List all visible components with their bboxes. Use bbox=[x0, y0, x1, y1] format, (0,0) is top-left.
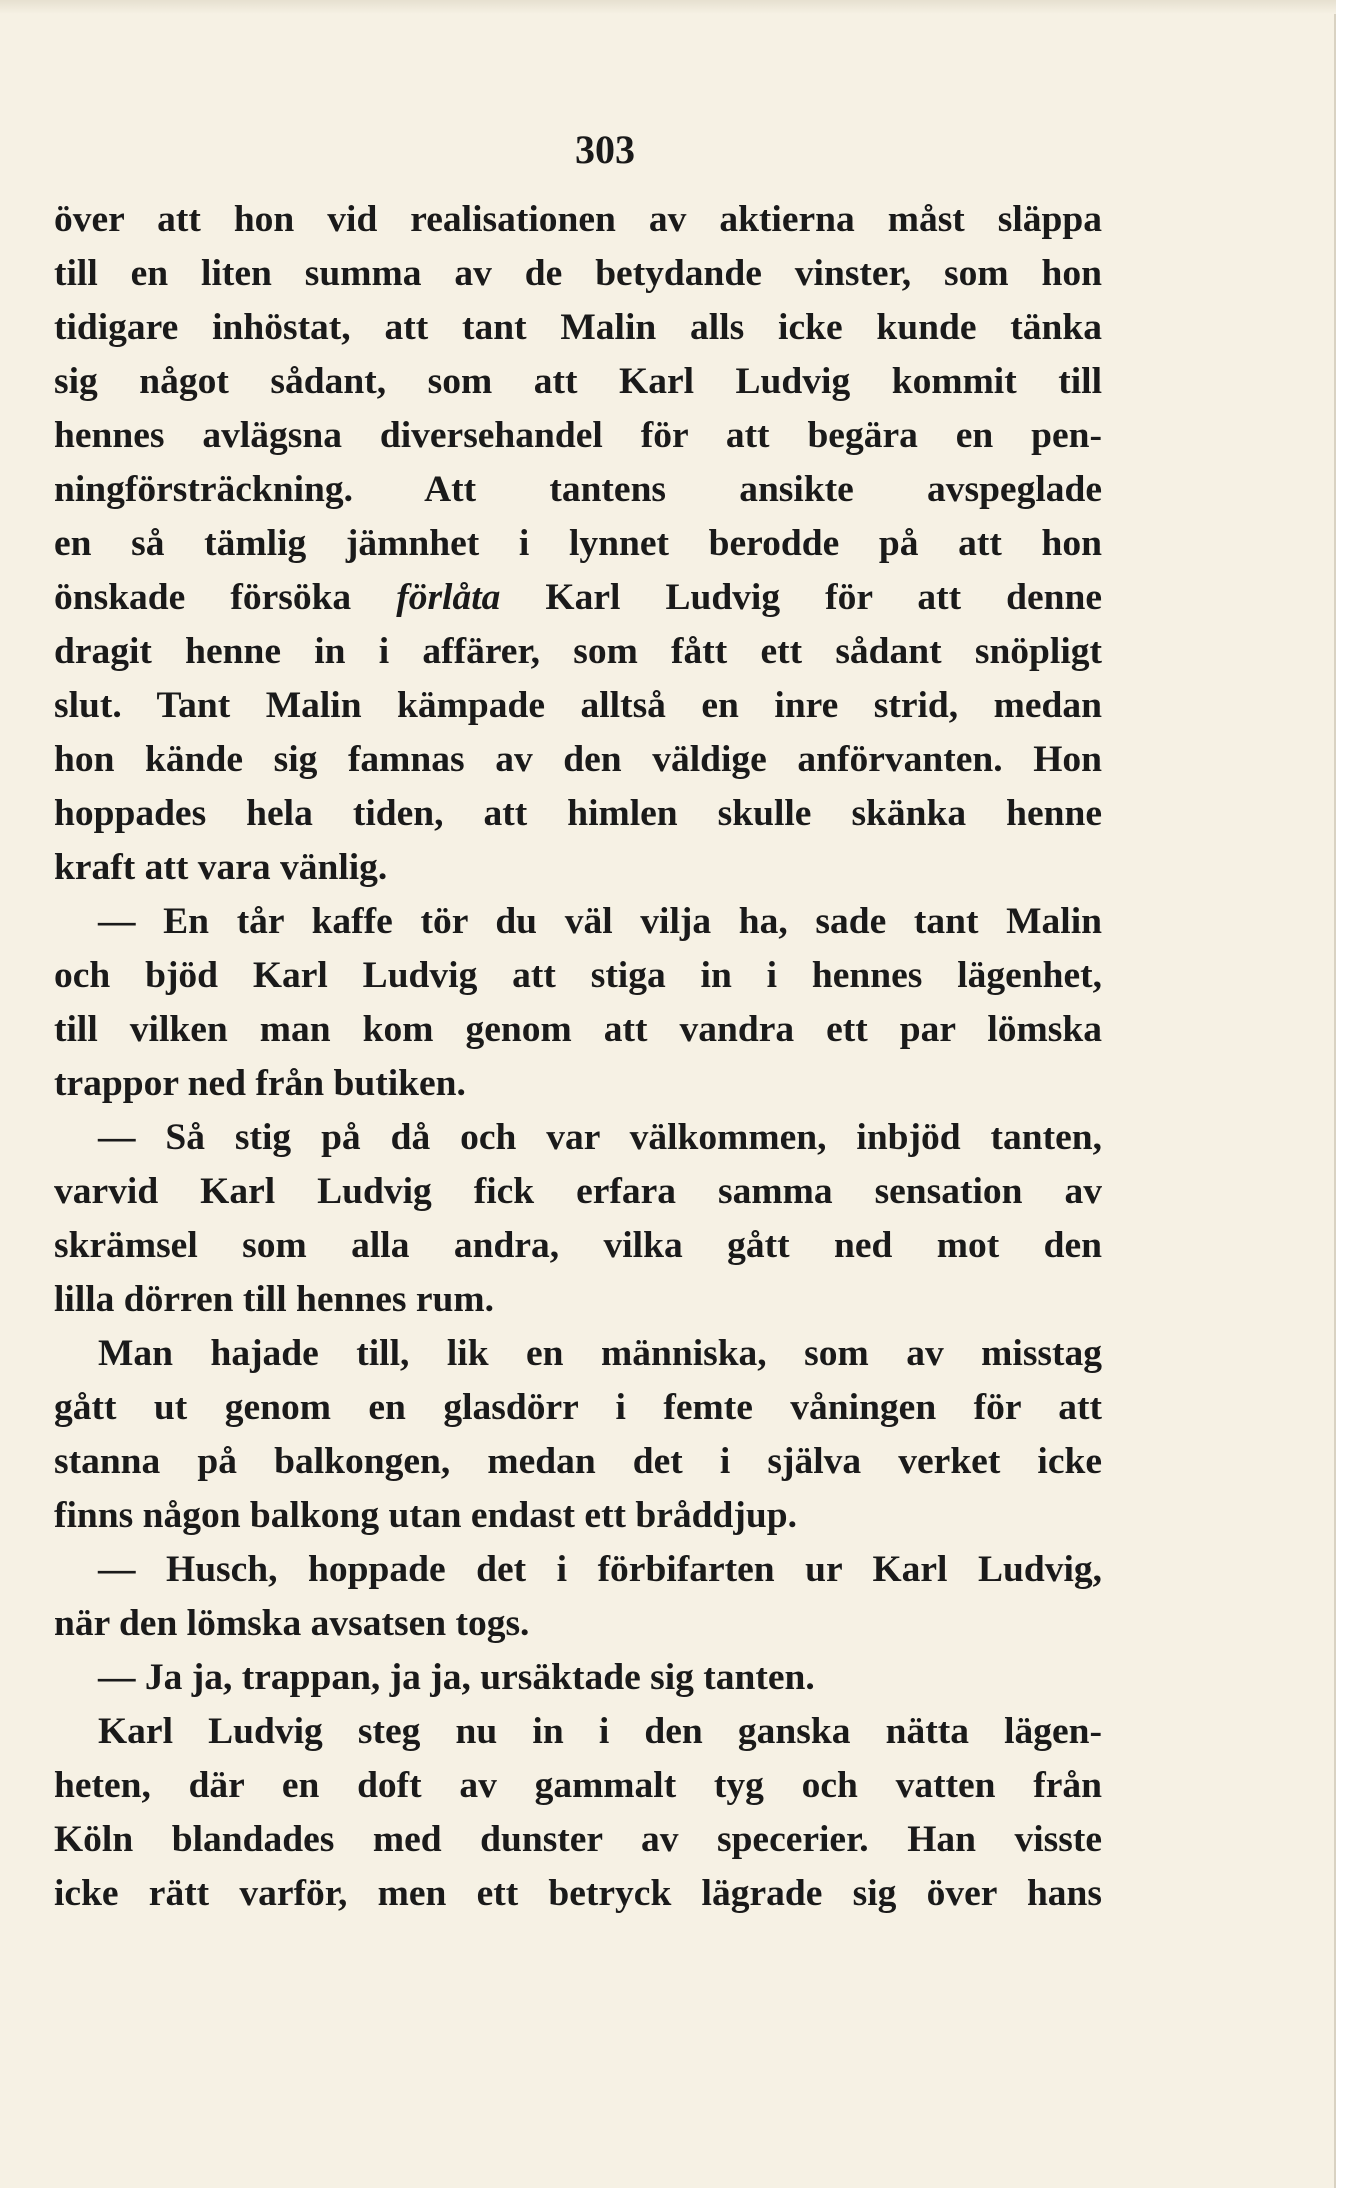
text-segment: gått ut genom en glasdörr i femte våningen för att bbox=[54, 1387, 1102, 1428]
text-segment: skrämsel som alla andra, vilka gått ned mot den bbox=[54, 1225, 1102, 1266]
text-segment: ningförsträckning. Att tantens ansikte avspeglade bbox=[54, 469, 1102, 510]
body-text bbox=[54, 193, 1102, 1921]
text-segment: Man hajade till, lik en människa, som av misstag bbox=[98, 1333, 1102, 1374]
text-segment: — Ja ja, trappan, ja ja, ursäktade sig tanten. bbox=[98, 1657, 815, 1698]
text-segment: icke rätt varför, men ett betryck lägrade sig över hans bbox=[54, 1873, 1102, 1914]
text-segment: stanna på balkongen, medan det i själva verket icke bbox=[54, 1441, 1102, 1482]
text-line bbox=[54, 571, 1102, 625]
italic-word: förlåta bbox=[396, 577, 501, 618]
text-segment: sig något sådant, som att Karl Ludvig kommit till bbox=[54, 361, 1102, 402]
text-line bbox=[54, 1813, 1102, 1867]
page-top-edge bbox=[0, 0, 1336, 14]
text-line bbox=[54, 1057, 1102, 1111]
text-segment: Köln blandades med dunster av specerier. Han visste bbox=[54, 1819, 1102, 1860]
text-segment: kraft att vara vänlig. bbox=[54, 847, 388, 888]
text-line bbox=[54, 301, 1102, 355]
text-segment: Karl Ludvig för att denne bbox=[500, 577, 1102, 618]
text-line bbox=[54, 355, 1102, 409]
text-line bbox=[54, 1003, 1102, 1057]
page-number: 303 bbox=[575, 127, 635, 172]
text-line bbox=[54, 1867, 1102, 1921]
text-line bbox=[54, 895, 1102, 949]
text-line bbox=[54, 1489, 1102, 1543]
text-line bbox=[54, 463, 1102, 517]
text-segment: hennes avlägsna diversehandel för att begära en pen- bbox=[54, 415, 1102, 456]
text-segment: varvid Karl Ludvig fick erfara samma sensation av bbox=[54, 1171, 1102, 1212]
text-line bbox=[54, 1651, 1102, 1705]
text-line bbox=[54, 949, 1102, 1003]
text-line bbox=[54, 841, 1102, 895]
text-segment: — Husch, hoppade det i förbifarten ur Karl Ludvig, bbox=[98, 1549, 1102, 1590]
text-line bbox=[54, 1111, 1102, 1165]
text-line bbox=[54, 1273, 1102, 1327]
text-segment: lilla dörren till hennes rum. bbox=[54, 1279, 494, 1320]
text-line bbox=[54, 1381, 1102, 1435]
text-segment: till en liten summa av de betydande vinster, som hon bbox=[54, 253, 1102, 294]
text-line bbox=[54, 1543, 1102, 1597]
text-segment: hon kände sig famnas av den väldige anförvanten. Hon bbox=[54, 739, 1102, 780]
text-line bbox=[54, 1219, 1102, 1273]
text-line bbox=[54, 679, 1102, 733]
text-line bbox=[54, 193, 1102, 247]
text-segment: — En tår kaffe tör du väl vilja ha, sade tant Malin bbox=[98, 901, 1102, 942]
text-line bbox=[54, 787, 1102, 841]
text-line bbox=[54, 517, 1102, 571]
text-segment: — Så stig på då och var välkommen, inbjöd tanten, bbox=[98, 1117, 1102, 1158]
text-segment: dragit henne in i affärer, som fått ett sådant snöpligt bbox=[54, 631, 1102, 672]
text-line bbox=[54, 1597, 1102, 1651]
text-line bbox=[54, 1327, 1102, 1381]
text-line bbox=[54, 1435, 1102, 1489]
text-segment: till vilken man kom genom att vandra ett par lömska bbox=[54, 1009, 1102, 1050]
text-segment: över att hon vid realisationen av aktierna måst släppa bbox=[54, 199, 1102, 240]
text-segment: och bjöd Karl Ludvig att stiga in i hennes lägenhet, bbox=[54, 955, 1102, 996]
text-line bbox=[54, 1705, 1102, 1759]
text-segment: när den lömska avsatsen togs. bbox=[54, 1603, 530, 1644]
text-line bbox=[54, 409, 1102, 463]
text-line bbox=[54, 625, 1102, 679]
text-line bbox=[54, 733, 1102, 787]
text-segment: tidigare inhöstat, att tant Malin alls icke kunde tänka bbox=[54, 307, 1102, 348]
text-segment: Karl Ludvig steg nu in i den ganska nätta lägen- bbox=[98, 1711, 1102, 1752]
text-segment: slut. Tant Malin kämpade alltså en inre strid, medan bbox=[54, 685, 1102, 726]
text-segment: en så tämlig jämnhet i lynnet berodde på att hon bbox=[54, 523, 1102, 564]
text-segment: heten, där en doft av gammalt tyg och vatten från bbox=[54, 1765, 1102, 1806]
text-segment: finns någon balkong utan endast ett bråddjup. bbox=[54, 1495, 797, 1536]
text-segment: trappor ned från butiken. bbox=[54, 1063, 466, 1104]
text-line bbox=[54, 1165, 1102, 1219]
text-line bbox=[54, 247, 1102, 301]
text-segment: hoppades hela tiden, att himlen skulle skänka henne bbox=[54, 793, 1102, 834]
text-segment: önskade försöka bbox=[54, 577, 397, 618]
text-line bbox=[54, 1759, 1102, 1813]
